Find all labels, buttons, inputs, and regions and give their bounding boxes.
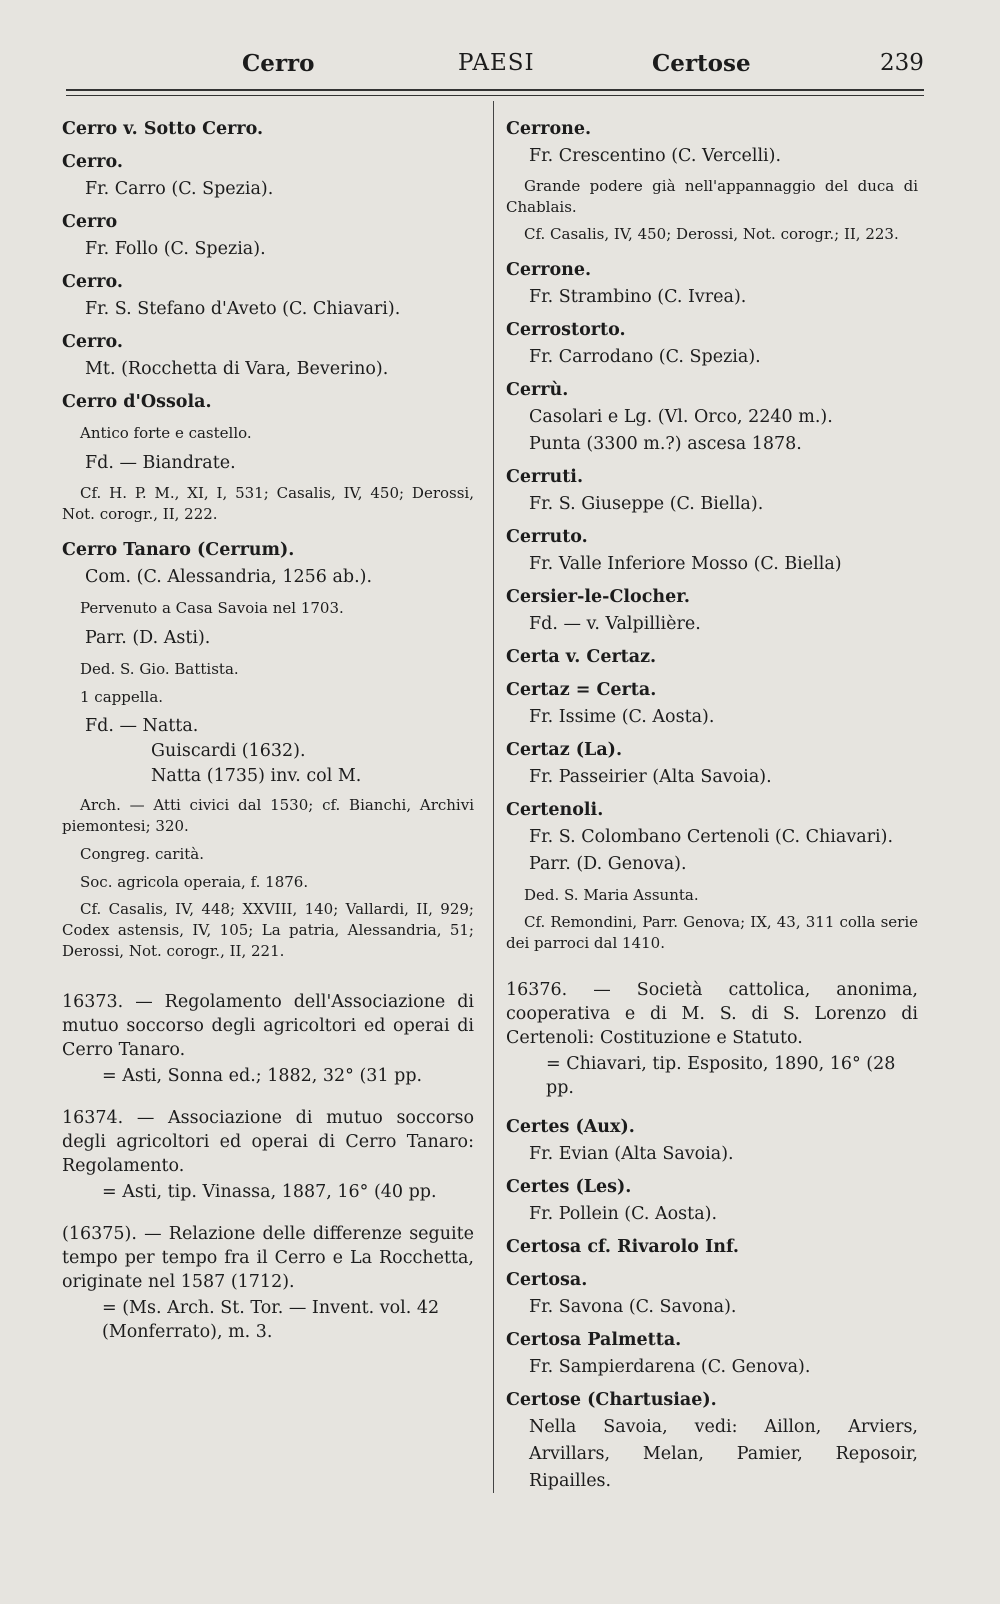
entry-feudo-list <box>62 714 474 789</box>
bibliography-publication: = Chiavari, tip. Esposito, 1890, 16° (28 pp. <box>546 1054 896 1098</box>
entry-feudo: Fd. — Biandrate. <box>85 453 236 473</box>
feudo-line: Natta (1735) inv. col M. <box>151 766 362 786</box>
bibliography-publication: = (Ms. Arch. St. Tor. — Invent. vol. 42 (Monferrato), m. 3. <box>102 1298 440 1342</box>
entry-headword: Certaz = Certa. <box>506 680 657 700</box>
entry-headword: Certose (Chartusiae). <box>506 1390 717 1410</box>
entry-headword: Cerro. <box>62 272 123 292</box>
entry-location: Fr. Carrodano (C. Spezia). <box>529 347 761 367</box>
entry-chapel: 1 cappella. <box>80 688 164 706</box>
bibliography-item: 16373. — Regolamento dell'Associazione di mutuo soccorso degli agricoltori ed operai di Cerro Tanaro. <box>62 992 474 1060</box>
right-column <box>506 116 918 1495</box>
entry-location: Casolari e Lg. (Vl. Orco, 2240 m.). <box>529 407 833 427</box>
entry-note: Grande podere già nell'appannaggio del duca di Chablais. <box>506 177 918 216</box>
entry-location: Fr. Pollein (C. Aosta). <box>529 1204 718 1224</box>
running-head-left: Cerro <box>242 50 315 77</box>
entry-reference: Cf. Remondini, Parr. Genova; IX, 43, 311 colla serie dei parroci dal 1410. <box>506 913 918 952</box>
entry-headword: Certosa Palmetta. <box>506 1330 682 1350</box>
header-rule <box>66 89 924 91</box>
entry-location: Fr. Evian (Alta Savoia). <box>529 1144 734 1164</box>
entry-headword: Cerro. <box>62 152 123 172</box>
entry-location: Fr. Savona (C. Savona). <box>529 1297 737 1317</box>
entry-location: Fr. S. Giuseppe (C. Biella). <box>529 494 764 514</box>
entry-headword: Certes (Les). <box>506 1177 632 1197</box>
entry-feudo: Fd. — v. Valpillière. <box>529 614 701 634</box>
entry-headword: Cerrostorto. <box>506 320 626 340</box>
entry-headword: Certosa. <box>506 1270 588 1290</box>
bibliography-item: 16376. — Società cattolica, anonima, cooperativa e di M. S. di S. Lorenzo di Certenoli: Costituzione e Statuto. <box>506 980 918 1048</box>
entry-location: Fr. Valle Inferiore Mosso (C. Biella) <box>529 554 842 574</box>
entry-dedication: Ded. S. Maria Assunta. <box>524 886 699 904</box>
header-rule-thin <box>66 95 924 96</box>
entry-location: Fr. S. Stefano d'Aveto (C. Chiavari). <box>85 299 401 319</box>
entry-reference: Cf. Casalis, IV, 450; Derossi, Not. corogr.; II, 223. <box>524 225 899 243</box>
entry-location: Fr. Issime (C. Aosta). <box>529 707 715 727</box>
entry-dedication: Ded. S. Gio. Battista. <box>80 660 239 678</box>
feudo-line: Guiscardi (1632). <box>151 741 306 761</box>
entry-location: Fr. Crescentino (C. Vercelli). <box>529 146 782 166</box>
entry-headword: Cerro d'Ossola. <box>62 392 212 412</box>
entry-archive: Arch. — Atti civici dal 1530; cf. Bianchi, Archivi piemontesi; 320. <box>62 796 474 835</box>
entry-note: Antico forte e castello. <box>80 424 252 442</box>
entry-location: Mt. (Rocchetta di Vara, Beverino). <box>85 359 389 379</box>
entry-headword: Cerrone. <box>506 260 592 280</box>
entry-note: Soc. agricola operaia, f. 1876. <box>80 873 309 891</box>
bibliography-publication: = Asti, Sonna ed.; 1882, 32° (31 pp. <box>102 1066 423 1086</box>
entry-headword: Cerrù. <box>506 380 569 400</box>
entry-reference: Cf. Casalis, IV, 448; XXVIII, 140; Vallardi, II, 929; Codex astensis, IV, 105; La patria, Alessandria, 51; Derossi, Not. corogr., II, 221. <box>62 900 474 960</box>
entry-location: Fr. Follo (C. Spezia). <box>85 239 266 259</box>
running-head-center: PAESI <box>458 50 535 76</box>
entry-headword: Cerrone. <box>506 119 592 139</box>
entry-location: Punta (3300 m.?) ascesa 1878. <box>529 434 802 454</box>
entry-headword: Certenoli. <box>506 800 604 820</box>
entry-location: Fr. S. Colombano Certenoli (C. Chiavari). <box>529 827 894 847</box>
entry-location: Fr. Passeirier (Alta Savoia). <box>529 767 772 787</box>
entry-headword: Certaz (La). <box>506 740 623 760</box>
bibliography-item: 16374. — Associazione di mutuo soccorso degli agricoltori ed operai di Cerro Tanaro: Regolamento. <box>62 1108 474 1176</box>
entry-reference: Cf. H. P. M., XI, I, 531; Casalis, IV, 450; Derossi, Not. corogr., II, 222. <box>62 484 474 523</box>
bibliography-publication: = Asti, tip. Vinassa, 1887, 16° (40 pp. <box>102 1182 437 1202</box>
feudo-line: Fd. — Natta. <box>85 716 199 736</box>
entry-headword: Certosa cf. Rivarolo Inf. <box>506 1237 739 1257</box>
entry-headword: Certa v. Certaz. <box>506 647 657 667</box>
entry-headword: Cerro. <box>62 332 123 352</box>
entry-headword: Cerruti. <box>506 467 584 487</box>
page-number: 239 <box>880 50 924 76</box>
entry-location: Com. (C. Alessandria, 1256 ab.). <box>85 567 373 587</box>
entry-headword: Cersier-le-Clocher. <box>506 587 690 607</box>
entry-headword: Cerruto. <box>506 527 588 547</box>
entry-headword: Cerro Tanaro (Cerrum). <box>62 540 295 560</box>
entry-parish: Parr. (D. Asti). <box>85 628 211 648</box>
entry-location: Fr. Sampierdarena (C. Genova). <box>529 1357 811 1377</box>
entry-note: Pervenuto a Casa Savoia nel 1703. <box>80 599 344 617</box>
entry-cross-reference: Nella Savoia, vedi: Aillon, Arviers, Arvillars, Melan, Pamier, Reposoir, Ripailles. <box>529 1417 918 1491</box>
entry-location: Fr. Carro (C. Spezia). <box>85 179 274 199</box>
entry-headword: Cerro <box>62 212 118 232</box>
entry-note: Congreg. carità. <box>80 845 205 863</box>
entry-headword: Certes (Aux). <box>506 1117 635 1137</box>
running-head-right: Certose <box>652 50 751 77</box>
bibliography-item: (16375). — Relazione delle differenze seguite tempo per tempo fra il Cerro e La Rocchetta, originate nel 1587 (1712). <box>62 1224 474 1292</box>
entry-headword: Cerro v. Sotto Cerro. <box>62 119 264 139</box>
column-divider <box>493 101 494 1493</box>
entry-location: Fr. Strambino (C. Ivrea). <box>529 287 747 307</box>
left-column <box>62 116 474 1344</box>
entry-parish: Parr. (D. Genova). <box>529 854 687 874</box>
